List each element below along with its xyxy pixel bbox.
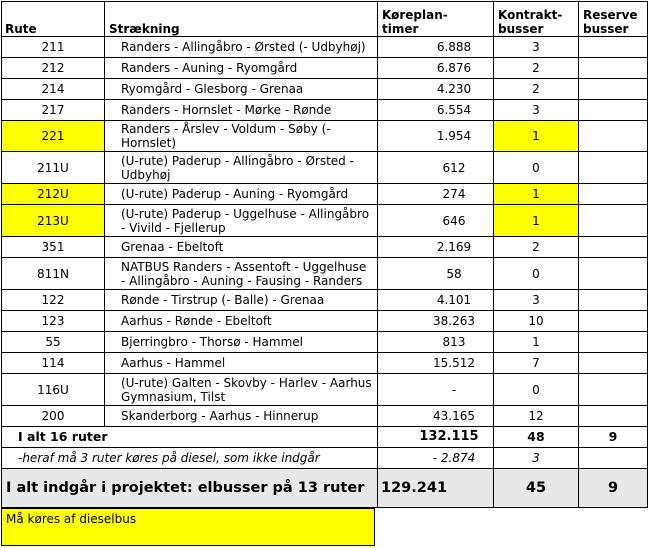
diesel-buses: 3 (494, 448, 579, 469)
route-name-cell: Randers - Hornslet - Mørke - Rønde (105, 100, 378, 121)
route-name-cell: NATBUS Randers - Assentoft - Uggelhuse - Allingåbro - Auning - Fausing - Randers (105, 258, 378, 290)
route-hours-cell: 6.554 (378, 100, 494, 121)
route-name-cell: (U-rute) Paderup - Auning - Ryomgård (105, 184, 378, 205)
route-number-cell: 55 (2, 332, 105, 353)
route-number-cell: 114 (2, 353, 105, 374)
route-number-cell: 214 (2, 79, 105, 100)
route-buses-cell: 0 (494, 258, 579, 290)
header-straekning: Strækning (105, 2, 378, 37)
route-reserve-cell (579, 37, 648, 58)
route-buses-cell: 10 (494, 311, 579, 332)
route-name-cell: (U-rute) Paderup - Allingåbro - Ørsted - Udbyhøj (105, 152, 378, 184)
route-reserve-cell (579, 374, 648, 406)
route-number-cell: 212 (2, 58, 105, 79)
route-hours-cell: 38.263 (378, 311, 494, 332)
route-name-cell: Grenaa - Ebeltoft (105, 237, 378, 258)
route-name-cell: Skanderborg - Aarhus - Hinnerup (105, 406, 378, 427)
route-reserve-cell (579, 406, 648, 427)
total-buses: 48 (494, 427, 579, 448)
route-name-cell: (U-rute) Galten - Skovby - Harlev - Aarhus Gymnasium, Tilst (105, 374, 378, 406)
table-row (2, 79, 648, 100)
table-row (2, 374, 648, 406)
route-name-cell: Aarhus - Hammel (105, 353, 378, 374)
route-name-cell: Ryomgård - Glesborg - Grenaa (105, 79, 378, 100)
route-number-cell: 212U (2, 184, 105, 205)
route-buses-cell: 3 (494, 100, 579, 121)
route-name-cell: Rønde - Tirstrup (- Balle) - Grenaa (105, 290, 378, 311)
route-name-cell: Bjerringbro - Thorsø - Hammel (105, 332, 378, 353)
route-hours-cell: 58 (378, 258, 494, 290)
route-hours-cell: 4.101 (378, 290, 494, 311)
route-number-cell: 211 (2, 37, 105, 58)
header-koreplantimer: Køreplan- timer (378, 2, 494, 37)
total-reserve: 9 (579, 427, 648, 448)
route-reserve-cell (579, 353, 648, 374)
route-hours-cell: 646 (378, 205, 494, 237)
route-reserve-cell (579, 184, 648, 205)
route-name-cell: (U-rute) Paderup - Uggelhuse - Allingåbro - Vivild - Fjellerup (105, 205, 378, 237)
route-hours-cell: - (378, 374, 494, 406)
route-number-cell: 811N (2, 258, 105, 290)
route-reserve-cell (579, 100, 648, 121)
table-row (2, 258, 648, 290)
route-number-cell: 213U (2, 205, 105, 237)
route-hours-cell: 1.954 (378, 121, 494, 152)
legend-diesel-note: Må køres af dieselbus (1, 508, 375, 546)
route-hours-cell: 4.230 (378, 79, 494, 100)
diesel-row (2, 448, 648, 469)
route-number-cell: 351 (2, 237, 105, 258)
total-hours: 132.115 (378, 427, 494, 448)
table-row (2, 332, 648, 353)
header-rute: Rute (2, 2, 105, 37)
route-number-cell: 211U (2, 152, 105, 184)
route-name-cell: Randers - Auning - Ryomgård (105, 58, 378, 79)
route-buses-cell: 3 (494, 290, 579, 311)
route-buses-cell: 7 (494, 353, 579, 374)
diesel-label: -heraf må 3 ruter køres på diesel, som ikke indgår (2, 448, 378, 469)
table-row (2, 237, 648, 258)
header-row (2, 2, 648, 37)
route-buses-cell: 12 (494, 406, 579, 427)
route-buses-cell: 2 (494, 58, 579, 79)
route-number-cell: 200 (2, 406, 105, 427)
final-label: I alt indgår i projektet: elbusser på 13 ruter (2, 469, 378, 508)
route-buses-cell: 1 (494, 205, 579, 237)
route-name-cell: Randers - Allingåbro - Ørsted (- Udbyhøj) (105, 37, 378, 58)
route-reserve-cell (579, 237, 648, 258)
table-row (2, 37, 648, 58)
final-buses: 45 (494, 469, 579, 508)
route-buses-cell: 2 (494, 79, 579, 100)
diesel-reserve (579, 448, 648, 469)
table-row (2, 100, 648, 121)
table-row (2, 152, 648, 184)
table-row (2, 290, 648, 311)
route-reserve-cell (579, 152, 648, 184)
diesel-hours: - 2.874 (378, 448, 494, 469)
route-buses-cell: 0 (494, 152, 579, 184)
route-buses-cell: 0 (494, 374, 579, 406)
route-reserve-cell (579, 79, 648, 100)
total-label: I alt 16 ruter (2, 427, 378, 448)
table-row (2, 184, 648, 205)
route-number-cell: 122 (2, 290, 105, 311)
route-reserve-cell (579, 58, 648, 79)
route-reserve-cell (579, 121, 648, 152)
table-row (2, 121, 648, 152)
route-reserve-cell (579, 311, 648, 332)
route-buses-cell: 1 (494, 184, 579, 205)
route-hours-cell: 43.165 (378, 406, 494, 427)
route-reserve-cell (579, 258, 648, 290)
route-hours-cell: 6.876 (378, 58, 494, 79)
table-row (2, 58, 648, 79)
route-number-cell: 116U (2, 374, 105, 406)
table-row (2, 406, 648, 427)
route-buses-cell: 3 (494, 37, 579, 58)
header-kontraktbusser: Kontrakt- busser (494, 2, 579, 37)
final-reserve: 9 (579, 469, 648, 508)
route-table (1, 1, 648, 508)
route-hours-cell: 15.512 (378, 353, 494, 374)
route-hours-cell: 813 (378, 332, 494, 353)
final-hours: 129.241 (378, 469, 494, 508)
table-row (2, 311, 648, 332)
route-number-cell: 123 (2, 311, 105, 332)
route-hours-cell: 2.169 (378, 237, 494, 258)
table-row (2, 353, 648, 374)
final-total-row (2, 469, 648, 508)
route-buses-cell: 2 (494, 237, 579, 258)
route-reserve-cell (579, 290, 648, 311)
route-reserve-cell (579, 332, 648, 353)
route-hours-cell: 6.888 (378, 37, 494, 58)
route-number-cell: 221 (2, 121, 105, 152)
route-name-cell: Randers - Årslev - Voldum - Søby (- Hornslet) (105, 121, 378, 152)
route-number-cell: 217 (2, 100, 105, 121)
route-name-cell: Aarhus - Rønde - Ebeltoft (105, 311, 378, 332)
table-row (2, 205, 648, 237)
route-buses-cell: 1 (494, 121, 579, 152)
header-reservebusser: Reserve busser (579, 2, 648, 37)
route-buses-cell: 1 (494, 332, 579, 353)
route-reserve-cell (579, 205, 648, 237)
route-hours-cell: 612 (378, 152, 494, 184)
route-hours-cell: 274 (378, 184, 494, 205)
total-row (2, 427, 648, 448)
